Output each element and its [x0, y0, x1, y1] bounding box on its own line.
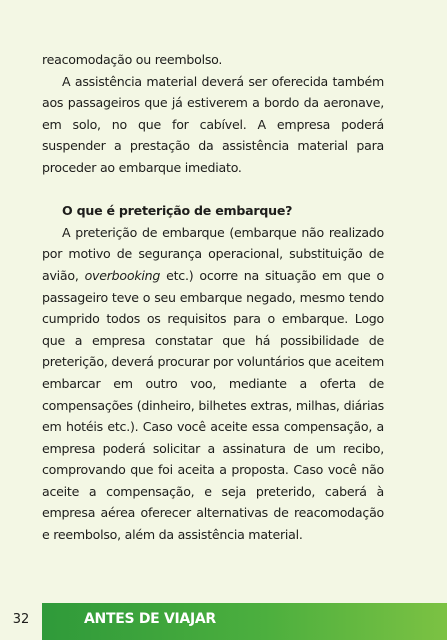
overbooking-term: overbooking — [84, 267, 161, 283]
footer-band — [42, 603, 447, 640]
page-footer — [0, 603, 447, 640]
page-number: 32 — [12, 612, 30, 627]
page-content — [42, 49, 384, 546]
section-title: ANTES DE VIAJAR — [84, 611, 216, 627]
continued-line: reacomodação ou reembolso. — [42, 52, 223, 67]
section-heading: O que é preterição de embarque? — [62, 203, 293, 219]
paragraph-text-start: A preterição de embarque (embarque não realizado por motivo de segurança operacional, substituição de avião, — [42, 224, 384, 283]
paragraph-denied-boarding — [42, 222, 384, 546]
paragraph-text-rest: etc.) ocorre na situação em que o passageiro teve o seu embarque negado, mesmo tendo cumprido todos os requisitos para o embarque. Logo que a empresa constatar que há possibilidade de preterição, deverá procurar por voluntários que aceitem embarcar em outro voo, mediante a oferta de compensações (dinheiro, bilhetes extras, milhas, diárias em hotéis etc.). Caso você aceite essa compensação, a empresa poderá solicitar a assinatura de um recibo, comprovando que foi aceita a proposta. Caso você não aceite a compensação, e seja preterido, caberá à empresa aérea oferecer alternativas de reacomodação e reembolso, além da assistência material. — [42, 267, 384, 543]
paragraph-material-assistance: A assistência material deverá ser oferecida também aos passageiros que já estiverem a bordo da aeronave, em solo, no que for cabível. A empresa poderá suspender a prestação da assistência material para proceder ao embarque imediato. — [42, 73, 384, 175]
